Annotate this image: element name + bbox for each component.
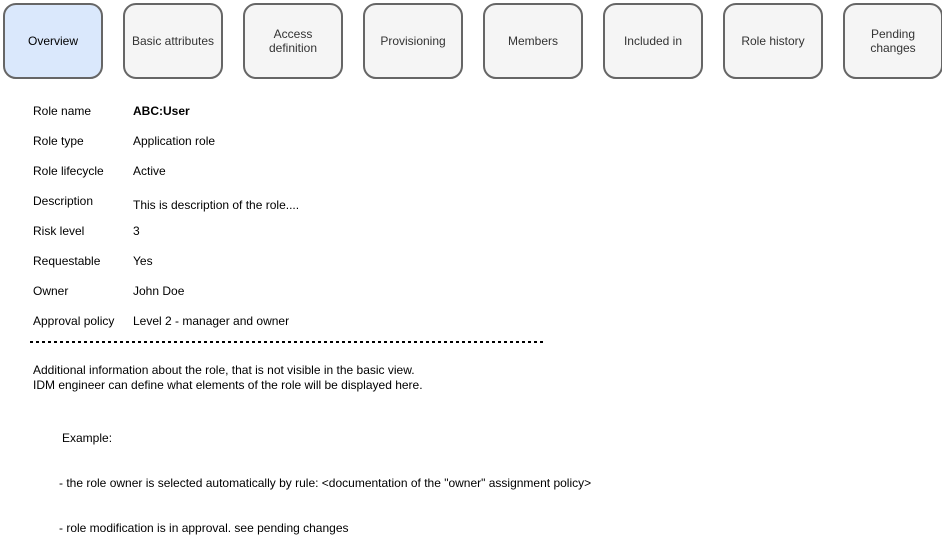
role-name-label: Role name (33, 104, 92, 118)
approval-policy-label: Approval policy (33, 314, 115, 328)
risk-level-label: Risk level (33, 224, 85, 238)
note-line-1: Additional information about the role, that is not visible in the basic view. (33, 363, 415, 377)
tab-role-history[interactable]: Role history (723, 3, 823, 79)
requestable-label: Requestable (33, 254, 101, 268)
field-row-requestable (33, 246, 299, 276)
role-name-value: ABC:User (133, 104, 190, 118)
tab-overview[interactable]: Overview (3, 3, 103, 79)
role-lifecycle-value: Active (133, 164, 166, 178)
example-line-2: - role modification is in approval. see pending changes (59, 521, 349, 535)
note-line-2: IDM engineer can define what elements of the role will be displayed here. (33, 378, 423, 392)
role-type-value: Application role (133, 134, 216, 148)
example-heading: Example: (62, 431, 113, 445)
role-lifecycle-label: Role lifecycle (33, 164, 104, 178)
description-label: Description (33, 194, 94, 208)
example-line-1: - the role owner is selected automatically by rule: <documentation of the "owner" assignment policy> (59, 476, 592, 490)
field-row-role-lifecycle (33, 156, 299, 186)
dashed-divider (30, 341, 546, 343)
field-row-description (33, 186, 299, 216)
tab-provisioning[interactable]: Provisioning (363, 3, 463, 79)
owner-label: Owner (33, 284, 69, 298)
tab-basic-attributes[interactable]: Basic attributes (123, 3, 223, 79)
role-details (33, 96, 299, 336)
example-block (59, 401, 591, 551)
role-type-label: Role type (33, 134, 84, 148)
tab-pending-changes[interactable]: Pending changes (843, 3, 942, 79)
field-row-role-type (33, 126, 299, 156)
owner-value: John Doe (133, 284, 185, 298)
requestable-value: Yes (133, 254, 153, 268)
tab-members[interactable]: Members (483, 3, 583, 79)
field-row-role-name (33, 96, 299, 126)
additional-info-note (33, 363, 423, 393)
approval-policy-value: Level 2 - manager and owner (133, 314, 290, 328)
tab-included-in[interactable]: Included in (603, 3, 703, 79)
tab-access-definition[interactable]: Access definition (243, 3, 343, 79)
field-row-owner (33, 276, 299, 306)
tab-bar (3, 3, 942, 79)
field-row-approval-policy (33, 306, 299, 336)
field-row-risk-level (33, 216, 299, 246)
description-value: This is description of the role.... (133, 198, 300, 212)
risk-level-value: 3 (133, 224, 140, 238)
